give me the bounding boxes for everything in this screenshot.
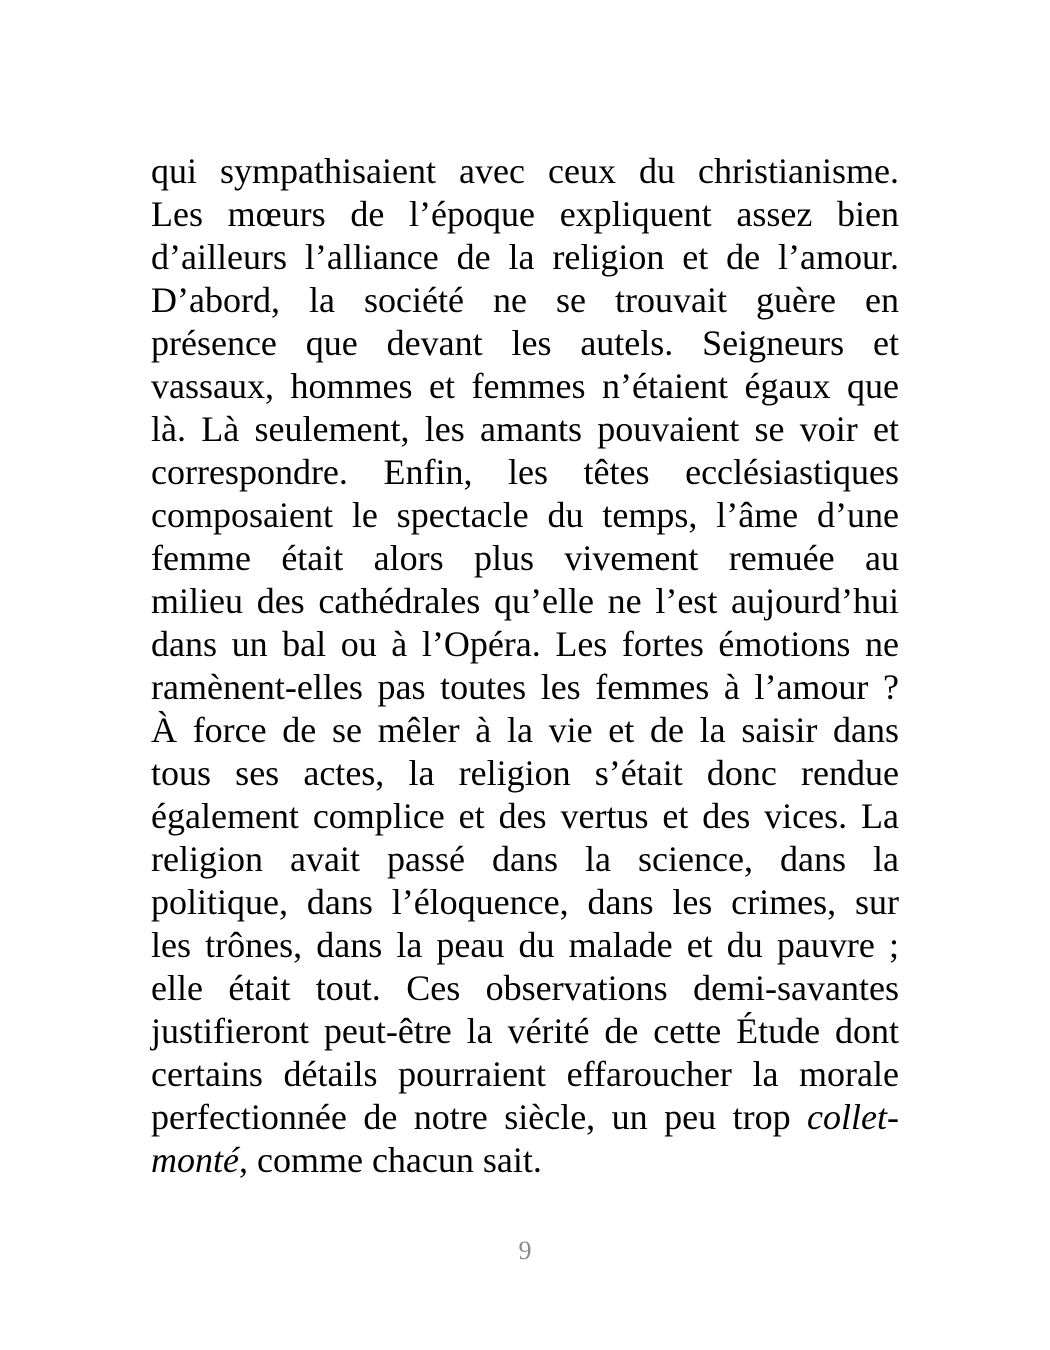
text-line-7: là. Là seulement, les amants pouvaient se voir et <box>151 409 899 449</box>
text-line-23-prefix: perfectionnée de notre siècle, un peu trop <box>151 1097 808 1137</box>
page-number: 9 <box>518 1236 532 1265</box>
text-line-13: ramènent-elles pas toutes les femmes à l’amour ? <box>151 667 899 707</box>
text-line-1: qui sympathisaient avec ceux du christianisme. <box>151 151 899 191</box>
body-text <box>151 150 899 1182</box>
text-line-22: certains détails pourraient effaroucher la morale <box>151 1054 899 1094</box>
text-line-18: politique, dans l’éloquence, dans les crimes, sur <box>151 882 899 922</box>
text-line-21: justifieront peut-être la vérité de cette Étude dont <box>151 1011 899 1051</box>
text-line-20: elle était tout. Ces observations demi-savantes <box>151 968 899 1008</box>
italic-term-part-2: monté <box>151 1140 239 1180</box>
text-line-6: vassaux, hommes et femmes n’étaient égaux que <box>151 366 899 406</box>
text-line-24-suffix: , comme chacun sait. <box>238 1140 542 1180</box>
italic-term-part-1: collet- <box>807 1097 899 1137</box>
text-line-8: correspondre. Enfin, les têtes ecclésiastiques <box>151 452 899 492</box>
text-line-17: religion avait passé dans la science, dans la <box>151 839 899 879</box>
text-line-3: d’ailleurs l’alliance de la religion et de l’amour. <box>151 237 899 277</box>
text-line-11: milieu des cathédrales qu’elle ne l’est aujourd’hui <box>151 581 899 621</box>
text-line-15: tous ses actes, la religion s’était donc rendue <box>151 753 899 793</box>
text-line-4: D’abord, la société ne se trouvait guère en <box>151 280 899 320</box>
text-line-16: également complice et des vertus et des vices. La <box>151 796 899 836</box>
text-line-2: Les mœurs de l’époque expliquent assez bien <box>151 194 899 234</box>
text-line-14: À force de se mêler à la vie et de la saisir dans <box>151 710 899 750</box>
text-line-5: présence que devant les autels. Seigneurs et <box>151 323 899 363</box>
text-line-10: femme était alors plus vivement remuée au <box>151 538 899 578</box>
text-line-9: composaient le spectacle du temps, l’âme d’une <box>151 495 899 535</box>
text-line-19: les trônes, dans la peau du malade et du pauvre ; <box>151 925 899 965</box>
text-line-24 <box>151 1139 899 1182</box>
text-line-23 <box>151 1096 899 1139</box>
text-line-12: dans un bal ou à l’Opéra. Les fortes émotions ne <box>151 624 899 664</box>
